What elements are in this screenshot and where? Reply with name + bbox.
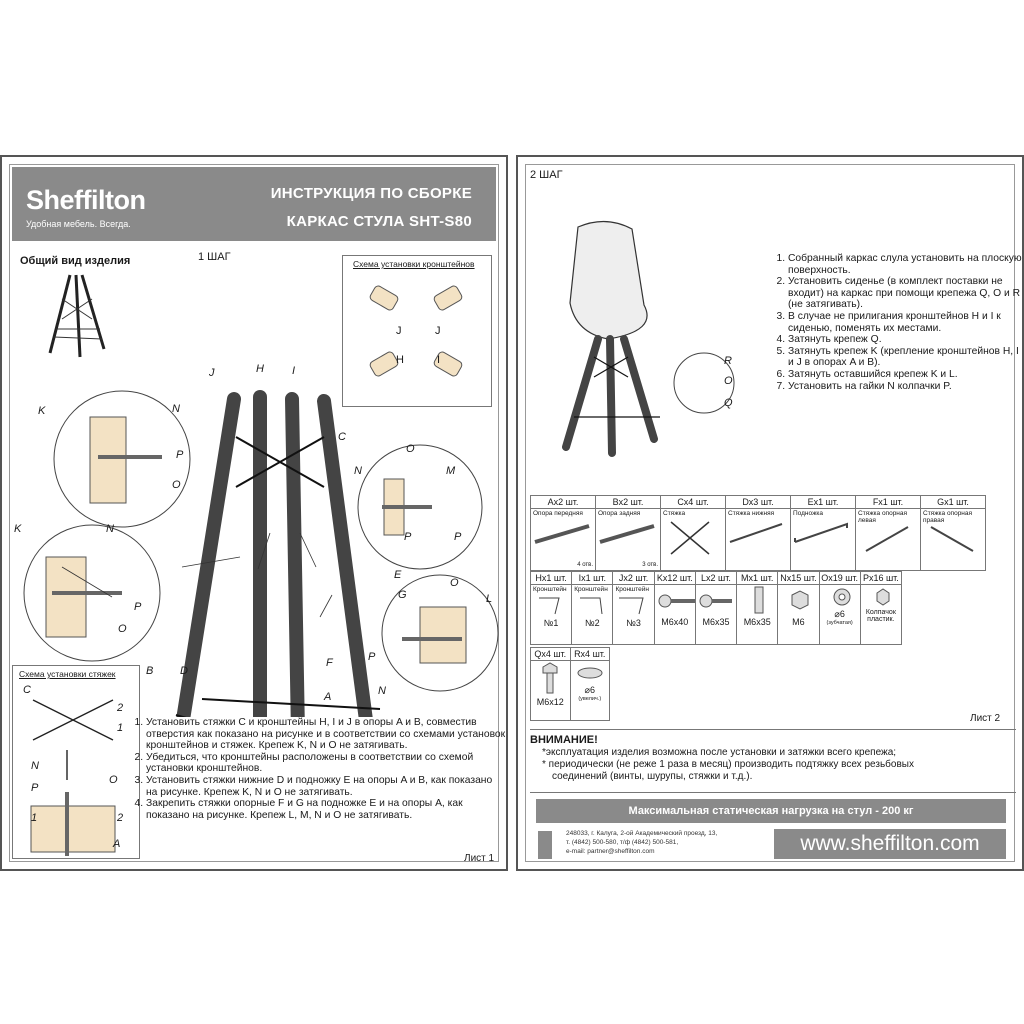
part-cell <box>531 509 596 571</box>
plastic-cap-icon <box>861 585 905 607</box>
part-caption: Стяжка <box>663 510 686 517</box>
step-2-label: 2 ШАГ <box>530 169 563 181</box>
part-qty: Lx2 шт. <box>695 572 736 585</box>
part-caption: Кронштейн <box>533 586 567 593</box>
bracket-label-j-left: J <box>396 325 402 337</box>
part-cell <box>570 661 610 721</box>
screw-icon <box>737 585 781 615</box>
instruction-item: 5. Затянуть крепеж K (крепление кронштейнов H, I и J в опорах A и B). <box>788 346 1024 369</box>
part-label-h: H <box>256 363 264 375</box>
part-cell <box>695 585 736 645</box>
part-label-p-top: P <box>176 449 184 461</box>
warning-block <box>530 729 1016 793</box>
part-label-g: G <box>398 589 407 601</box>
seat-label-r: R <box>724 355 732 367</box>
part-label-m: M <box>446 465 456 477</box>
part-label-d: D <box>180 665 188 677</box>
part-qty: Ix1 шт. <box>572 572 613 585</box>
chair-with-seat-illustration <box>548 207 758 457</box>
leg-icon <box>531 518 591 548</box>
part-size: ⌀6 <box>584 685 595 695</box>
part-label-o-low: O <box>450 577 459 589</box>
part-label-n-low: N <box>378 685 386 697</box>
sheet-2 <box>516 155 1024 871</box>
bolt-icon <box>696 585 740 615</box>
part-cell <box>778 585 819 645</box>
nut-icon <box>778 585 822 615</box>
part-label-p-right2: P <box>454 531 462 543</box>
part-size: M6x35 <box>702 617 730 627</box>
part-label-p-mid: P <box>134 601 142 613</box>
part-label-a: A <box>324 691 332 703</box>
sheet-1-header <box>12 167 496 241</box>
part-caption: Кронштейн <box>574 586 608 593</box>
part-size: №2 <box>584 618 600 628</box>
part-cell <box>661 509 726 571</box>
leg-icon <box>596 518 656 548</box>
tie-scheme-box <box>12 665 140 859</box>
warning-line: *эксплуатация изделия возможна после установки и затяжки всего крепежа; <box>542 747 897 758</box>
instruction-item: 1. Собранный каркас слула установить на плоскую поверхность. <box>788 253 1024 276</box>
part-note: 3 отв. <box>642 562 658 568</box>
tie-scheme-title: Схема установки стяжек <box>19 669 116 679</box>
address-line: e-mail: partner@sheffilton.com <box>566 848 655 855</box>
part-qty: Bx2 шт. <box>596 496 661 509</box>
lower-tie-icon <box>726 518 786 548</box>
part-label-n-top: N <box>172 403 180 415</box>
part-cell <box>654 585 695 645</box>
seat-label-q: Q <box>724 397 733 409</box>
company-address <box>566 829 717 856</box>
part-qty: Hx1 шт. <box>531 572 572 585</box>
part-label-k-top: K <box>38 405 46 417</box>
short-bolt-icon <box>531 661 569 695</box>
part-caption: Опора задняя <box>598 510 641 517</box>
part-qty: Ox19 шт. <box>819 572 860 585</box>
part-qty: Rx4 шт. <box>570 648 610 661</box>
instruction-item: 4. Закрепить стяжки опорные F и G на подножке E и на опоры A, как показано на рисунке. Крепеж L, M, N и O не затягивать. <box>146 798 506 821</box>
part-cell <box>819 585 860 645</box>
max-load-banner: Максимальная статическая нагрузка на стул - 200 кг <box>536 799 1006 823</box>
part-qty: Nx15 шт. <box>778 572 819 585</box>
part-qty: Kx12 шт. <box>654 572 695 585</box>
part-caption: Опора передняя <box>533 510 583 517</box>
parts-table-row-3 <box>530 647 610 721</box>
brand-slogan: Удобная мебель. Всегда. <box>26 219 131 229</box>
part-cell <box>531 585 572 645</box>
instruction-item: 2. Установить сиденье (в комплект поставки не входит) на каркас при помощи крепежа Q, O и R (не затягивать). <box>788 276 1024 311</box>
chair-overview-illustration <box>42 269 112 359</box>
part-qty: Fx1 шт. <box>856 496 921 509</box>
part-cell <box>613 585 654 645</box>
warning-line: соединений (винты, шурупы, стяжки и т.д.). <box>552 771 753 782</box>
part-cell <box>596 509 661 571</box>
part-qty: Px16 шт. <box>860 572 901 585</box>
step-2-instructions <box>772 253 1024 392</box>
frame-assembly-illustration <box>2 357 510 717</box>
part-label-f: F <box>326 657 333 669</box>
tie-label-p: P <box>31 782 39 794</box>
part-note: 4 отв. <box>577 562 593 568</box>
part-size: №3 <box>626 618 641 628</box>
part-size-note: (зубчатая) <box>826 620 853 626</box>
part-qty: Dx3 шт. <box>726 496 791 509</box>
cross-tie-icon <box>661 518 721 558</box>
part-qty: Ex1 шт. <box>791 496 856 509</box>
tie-label-1-top: 1 <box>117 722 124 734</box>
footer-marker <box>538 831 552 859</box>
part-qty: Mx1 шт. <box>737 572 778 585</box>
part-label-o-right: O <box>406 443 415 455</box>
part-qty: Gx1 шт. <box>921 496 986 509</box>
footrest-icon <box>791 518 851 548</box>
warning-title: ВНИМАНИЕ! <box>530 734 598 746</box>
part-cell <box>856 509 921 571</box>
bracket-icon <box>531 594 571 616</box>
part-label-n-right: N <box>354 465 362 477</box>
warning-text <box>542 747 914 783</box>
part-qty: Jx2 шт. <box>613 572 654 585</box>
tie-label-o: O <box>109 774 118 786</box>
parts-table-row-2 <box>530 571 902 645</box>
step-1-label: 1 ШАГ <box>198 251 231 263</box>
part-label-e: E <box>394 569 402 581</box>
part-caption: Стяжка опорная левая <box>858 510 908 524</box>
website-link[interactable]: www.sheffilton.com <box>774 829 1006 859</box>
part-label-i: I <box>292 365 296 377</box>
sheet-2-number: Лист 2 <box>970 713 1001 724</box>
tie-label-a: A <box>113 838 121 850</box>
part-cell <box>791 509 856 571</box>
part-cell <box>737 585 778 645</box>
doc-subtitle: КАРКАС СТУЛА SHT-S80 <box>286 213 472 230</box>
instruction-item: 7. Установить на гайки N колпачки P. <box>788 381 1024 393</box>
instruction-item: 1. Установить стяжки C и кронштейны H, I и J в опоры A и B, совместив отверстия как показано на рисунке и в соответствии со схемами установок кронштейнов и стяжек. Крепеж K, N и O не затягивать. <box>146 717 506 752</box>
part-size: №1 <box>543 618 559 628</box>
part-qty: Cx4 шт. <box>661 496 726 509</box>
bracket-icon <box>613 594 653 616</box>
address-line: 248033, г. Калуга, 2-ой Академический проезд, 13, <box>566 830 718 837</box>
part-caption: Стяжка нижняя <box>728 510 775 517</box>
part-size: ⌀6 <box>834 609 845 619</box>
toothed-washer-icon <box>820 585 864 607</box>
part-size: M6 <box>792 617 805 627</box>
bracket-label-h: H <box>396 354 404 366</box>
part-label-o-top: O <box>172 479 181 491</box>
part-cell <box>726 509 791 571</box>
sheet-1 <box>0 155 508 871</box>
part-size: M6x40 <box>661 617 689 627</box>
part-qty: Qx4 шт. <box>531 648 571 661</box>
support-tie-left-icon <box>856 525 916 555</box>
part-cell <box>860 585 901 645</box>
brand-logo: Sheffilton <box>26 185 146 215</box>
part-label-k-mid: K <box>14 523 22 535</box>
doc-title: ИНСТРУКЦИЯ ПО СБОРКЕ <box>270 185 472 202</box>
part-size-note: (увелич.) <box>578 696 602 702</box>
instruction-item: 6. Затянуть оставшийся крепеж K и L. <box>788 369 1024 381</box>
bracket-label-i: I <box>437 354 441 366</box>
step-1-instructions <box>130 717 506 821</box>
tie-label-2-bottom: 2 <box>117 812 124 824</box>
tie-label-1-bottom: 1 <box>31 812 38 824</box>
part-label-c: C <box>338 431 346 443</box>
part-caption: Стяжка опорная правая <box>923 510 973 524</box>
seat-label-o: O <box>724 375 733 387</box>
instruction-item: 4. Затянуть крепеж Q. <box>788 334 1024 346</box>
part-label-l: L <box>486 593 493 605</box>
tie-label-n: N <box>31 760 39 772</box>
part-cell <box>572 585 613 645</box>
part-caption: Подножка <box>793 510 824 517</box>
instruction-item: 3. В случае не прилигания кронштейнов H и I к сиденью, поменять их местами. <box>788 311 1024 334</box>
part-label-j: J <box>209 367 215 379</box>
part-qty: Ax2 шт. <box>531 496 596 509</box>
warning-line: * периодически (не реже 1 раза в месяц) производить подтяжку всех резьбовых <box>542 759 914 770</box>
tie-label-c: C <box>23 684 31 696</box>
part-caption: Кронштейн <box>615 586 649 593</box>
instruction-item: 3. Установить стяжки нижние D и подножку E на опоры A и B, как показано на рисунке. Крепеж K, N и O не затягивать. <box>146 775 506 798</box>
support-tie-right-icon <box>921 525 981 555</box>
part-label-p-low: P <box>368 651 376 663</box>
part-label-p-right1: P <box>404 531 412 543</box>
parts-table-row-1 <box>530 495 986 571</box>
part-cell <box>531 661 571 721</box>
tie-label-2-top: 2 <box>117 702 124 714</box>
address-line: т. (4842) 500-580, т/ф (4842) 500-581, <box>566 839 679 846</box>
instruction-item: 2. Убедиться, что кронштейны расположены в соответствии со схемой установки кронштейнов. <box>146 752 506 775</box>
part-label-b: B <box>146 665 154 677</box>
bracket-scheme-title: Схема установки кронштейнов <box>353 259 475 269</box>
general-view-label: Общий вид изделия <box>20 255 131 267</box>
sheet-1-number: Лист 1 <box>464 853 495 864</box>
bolt-icon <box>655 585 699 615</box>
bracket-icon <box>572 594 612 616</box>
part-label-o-mid: O <box>118 623 127 635</box>
part-cell <box>921 509 986 571</box>
part-size: Колпачок пластик. <box>865 609 896 623</box>
wide-washer-icon <box>571 661 609 683</box>
part-size: M6x12 <box>536 697 564 707</box>
bracket-label-j-right: J <box>435 325 441 337</box>
part-label-n-mid: N <box>106 523 114 535</box>
part-size: M6x35 <box>743 617 771 627</box>
